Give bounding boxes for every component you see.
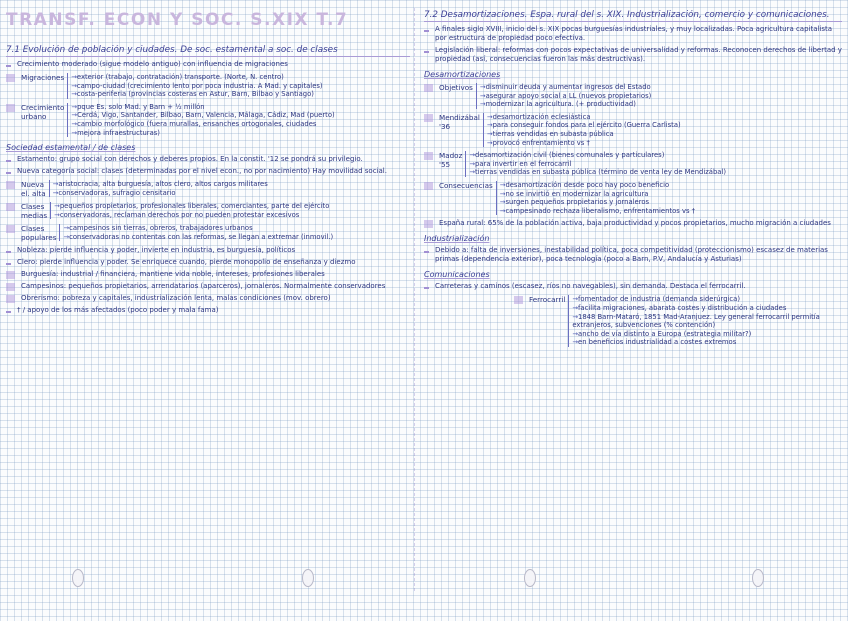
item-text: A finales siglo XVIII, inicio del s. XIX pocas burguesías industriales, y muy localizadas. Poca agricultura capitalista por estructura de propiedad poco efectiva. bbox=[435, 25, 833, 42]
highlight-square-icon bbox=[6, 74, 15, 82]
list-item-intro-1 bbox=[424, 25, 842, 43]
highlight-square-icon bbox=[6, 203, 15, 211]
entry-subitems bbox=[483, 113, 842, 147]
entry-migraciones bbox=[6, 73, 410, 99]
sub-item: → disminuir deuda y aumentar ingresos del Estado bbox=[480, 83, 842, 92]
entry-label: Consecuencias bbox=[439, 180, 493, 190]
sub-item: → aristocracia, alta burguesía, altos clero, altos cargos militares bbox=[53, 180, 410, 189]
entry-subitems bbox=[67, 73, 410, 99]
binder-hole-icon bbox=[752, 569, 764, 587]
bullet-dash-icon bbox=[424, 51, 429, 53]
list-item-espana-rural bbox=[424, 219, 842, 228]
highlight-square-icon bbox=[6, 295, 15, 303]
entry-label: Nueva el. alta bbox=[21, 180, 46, 199]
sub-item: → cambio morfológico (fuera murallas, ensanches ortogonales, ciudades bbox=[71, 120, 410, 129]
entry-subitems bbox=[59, 224, 410, 241]
item-text: Nobleza: pierde influencia y poder, invierte en industria, es burguesía, políticos bbox=[17, 246, 296, 255]
item-text: Legislación liberal: reformas con pocos expectativas de universalidad y reformas. Reconocen derechos de libertad y propiedad (así, consecuencias fueron las más destructivas). bbox=[435, 46, 842, 63]
highlight-square-icon bbox=[6, 181, 15, 189]
entry-label: Migraciones bbox=[21, 73, 65, 82]
entry-madoz bbox=[424, 151, 842, 177]
sub-item: → desamortización desde poco hay poco beneficio bbox=[500, 181, 842, 190]
highlight-square-icon bbox=[6, 104, 15, 112]
highlight-square-icon bbox=[424, 152, 433, 160]
sub-item: → mejora infraestructuras) bbox=[71, 129, 410, 138]
sub-item: → desamortización eclesiástica bbox=[487, 113, 842, 122]
heading-industrializacion: Industrialización bbox=[424, 234, 490, 244]
entry-subitems bbox=[476, 83, 842, 109]
item-text: Debido a: falta de inversiones, inestabilidad política, poca competitividad (proteccionismo) escasez de materias primas (dependencia exterior), poca tecnología (poco a Barn, P.V, Andalucía y Asturias) bbox=[435, 246, 828, 264]
bullet-dash-icon bbox=[6, 172, 11, 174]
sub-item: → fomentador de industria (demanda siderúrgica) bbox=[572, 295, 842, 304]
section-heading-7-2: 7.2 Desamortizaciones. Espa. rural del s. XIX. Industrialización, comercio y comunicaciones. bbox=[424, 10, 842, 22]
item-text: Carreteras y caminos (escasez, ríos no navegables), sin demanda. Destaca el ferrocarril. bbox=[435, 282, 746, 291]
entry-nobleza-alta bbox=[6, 180, 410, 198]
bullet-dash-icon bbox=[6, 65, 11, 67]
highlight-square-icon bbox=[424, 84, 433, 92]
section-heading-7-1: 7.1 Evolución de población y ciudades. De soc. estamental a soc. de clases bbox=[6, 45, 410, 57]
item-text: Campesinos: pequeños propietarios, arrendatarios (aparceros), jornaleros. Normalmente conservadores bbox=[21, 282, 386, 291]
sub-item: → desamortización civil (bienes comunales y particulares) bbox=[469, 151, 842, 160]
list-item-clero bbox=[6, 258, 410, 267]
list-item-comunicaciones bbox=[424, 282, 842, 291]
entry-crecimiento-urbano bbox=[6, 103, 410, 137]
sub-item: → para conseguir fondos para el ejército (Guerra Carlista) bbox=[487, 121, 842, 130]
list-item-industrializacion bbox=[424, 246, 842, 264]
sub-item: → conservadoras no contentas con las reformas, se llegan a extremar (inmovil.) bbox=[63, 233, 410, 242]
item-text: España rural: 65% de la población activa, baja productividad y pocos propietarios, mucho migración a ciudades bbox=[439, 219, 831, 228]
sub-item: → ancho de vía distinto a Europa (estrategia militar?) bbox=[572, 330, 842, 339]
sub-item: → tierras vendidas en subasta pública (término de venta ley de Mendizábal) bbox=[469, 168, 842, 177]
sub-item: → surgen pequeños propietarios y jornaleros bbox=[500, 198, 842, 207]
entry-subitems bbox=[49, 180, 410, 197]
highlight-square-icon bbox=[6, 271, 15, 279]
list-item-obrerismo bbox=[6, 294, 410, 303]
sub-item: → en beneficios industrialidad a costes extremos bbox=[572, 338, 842, 347]
entry-label: Clases medias bbox=[21, 202, 48, 221]
page-title: TRANSF. ECON Y SOC. S.XIX T.7 bbox=[6, 10, 349, 30]
sub-item: → pequeños propietarios, profesionales liberales, comerciantes, parte del ejército bbox=[54, 202, 410, 211]
sub-item: → tierras vendidas en subasta pública bbox=[487, 130, 842, 139]
right-column bbox=[424, 10, 842, 601]
highlight-square-icon bbox=[424, 114, 433, 122]
item-text: Burguesía: industrial / financiera, mantiene vida noble, intereses, profesiones liberales bbox=[21, 270, 325, 279]
sub-item: → pque Es. solo Mad. y Barn + ½ millón bbox=[71, 103, 410, 112]
entry-clases-medias bbox=[6, 202, 410, 220]
item-text: † / apoyo de los más afectados (poco poder y mala fama) bbox=[17, 306, 219, 315]
highlight-square-icon bbox=[514, 296, 523, 304]
list-item-intro-2 bbox=[424, 46, 842, 64]
entry-label: Clases populares bbox=[21, 224, 57, 243]
item-text: Obrerismo: pobreza y capitales, industrialización lenta, malas condiciones (mov. obrero) bbox=[21, 294, 331, 303]
sub-item: → provocó enfrentamiento vs † bbox=[487, 139, 842, 148]
sub-item: → conservadoras, sufragio censitario bbox=[53, 189, 410, 198]
bullet-dash-icon bbox=[6, 160, 11, 162]
heading-desamortizaciones: Desamortizaciones bbox=[424, 70, 501, 79]
entry-mendizabal bbox=[424, 113, 842, 147]
binder-hole-icon bbox=[72, 569, 84, 587]
list-item-burguesia bbox=[6, 270, 410, 279]
bullet-dash-icon bbox=[424, 287, 429, 289]
highlight-square-icon bbox=[6, 225, 15, 233]
sub-item: → campo-ciudad (crecimiento lento por poca industria. A Mad. y capitales) bbox=[71, 82, 410, 91]
binder-hole-icon bbox=[302, 569, 314, 587]
left-column bbox=[6, 10, 410, 601]
sub-item: → Cerdá, Vigo, Santander, Bilbao, Barn, Valencia, Málaga, Cádiz, Mad (puerto) bbox=[71, 111, 410, 120]
entry-clases-populares bbox=[6, 224, 410, 242]
sub-item: → exterior (trabajo, contratación) transporte. (Norte, N. centro) bbox=[71, 73, 410, 82]
bullet-dash-icon bbox=[6, 311, 11, 313]
entry-subitems bbox=[465, 151, 842, 177]
section-heading-sociedad: Sociedad estamental / de clases bbox=[6, 143, 136, 153]
sub-item: → campesinado rechaza liberalismo, enfrentamientos vs † bbox=[500, 207, 842, 216]
item-text: Crecimiento moderado (sigue modelo antiguo) con influencia de migraciones bbox=[17, 60, 288, 68]
bullet-dash-icon bbox=[6, 251, 11, 253]
list-item-nobleza bbox=[6, 246, 410, 255]
list-item-estamento bbox=[6, 155, 410, 164]
bullet-dash-icon bbox=[424, 251, 429, 253]
highlight-square-icon bbox=[424, 182, 433, 190]
entry-label: Ferrocarril bbox=[529, 295, 566, 305]
entry-subitems bbox=[568, 295, 842, 347]
entry-subitems bbox=[67, 103, 410, 137]
sub-item: → costa-periferia (provincias costeras en Astur, Barn, Bilbao y Santiago) bbox=[71, 90, 410, 99]
entry-subitems bbox=[496, 181, 842, 215]
sub-item: → modernizar la agricultura. (+ productividad) bbox=[480, 100, 842, 109]
item-text: Estamento: grupo social con derechos y deberes propios. En la constit. '12 se pondrá su privilegio. bbox=[17, 155, 363, 164]
sub-item: → no se invirtió en modernizar la agricultura bbox=[500, 190, 842, 199]
entry-subitems bbox=[50, 202, 410, 219]
sub-item: → para invertir en el ferrocarril bbox=[469, 160, 842, 169]
bullet-dash-icon bbox=[424, 30, 429, 32]
column-divider bbox=[414, 8, 415, 591]
list-item-apoyo bbox=[6, 306, 410, 315]
entry-consecuencias bbox=[424, 181, 842, 215]
sub-item: → campesinos sin tierras, obreros, trabajadores urbanos bbox=[63, 224, 410, 233]
highlight-square-icon bbox=[424, 220, 433, 228]
item-text: Clero: pierde influencia y poder. Se enriquece cuando, pierde monopolio de enseñanza y diezmo bbox=[17, 258, 356, 267]
sub-item: → 1848 Barn-Mataró, 1851 Mad-Aranjuez. Ley general ferrocarril permitía extranjeros, subvenciones (% contención) bbox=[572, 313, 842, 330]
entry-label: Madoz '55 bbox=[439, 151, 463, 170]
binder-hole-icon bbox=[524, 569, 536, 587]
list-item-crecimiento bbox=[6, 60, 410, 69]
sub-item: → asegurar apoyo social a LL (nuevos propietarios) bbox=[480, 92, 842, 101]
entry-label: Mendizábal '36 bbox=[439, 112, 480, 131]
highlight-square-icon bbox=[6, 283, 15, 291]
sub-item: → facilita migraciones, abarata costes y distribución a ciudades bbox=[572, 304, 842, 313]
list-item-nueva-categoria bbox=[6, 167, 410, 176]
sub-item: → conservadoras, reclaman derechos por no pueden protestar excesivos bbox=[54, 211, 410, 220]
entry-ferrocarril bbox=[514, 295, 842, 347]
bullet-dash-icon bbox=[6, 263, 11, 265]
entry-label: Objetivos bbox=[439, 83, 473, 92]
list-item-campesinos bbox=[6, 282, 410, 291]
item-text: Nueva categoría social: clases (determinadas por el nivel econ., no por nacimiento) Hay movilidad social. bbox=[17, 167, 387, 176]
heading-comunicaciones: Comunicaciones bbox=[424, 270, 490, 280]
entry-label: Crecimiento urbano bbox=[21, 102, 65, 121]
entry-objetivos bbox=[424, 83, 842, 109]
